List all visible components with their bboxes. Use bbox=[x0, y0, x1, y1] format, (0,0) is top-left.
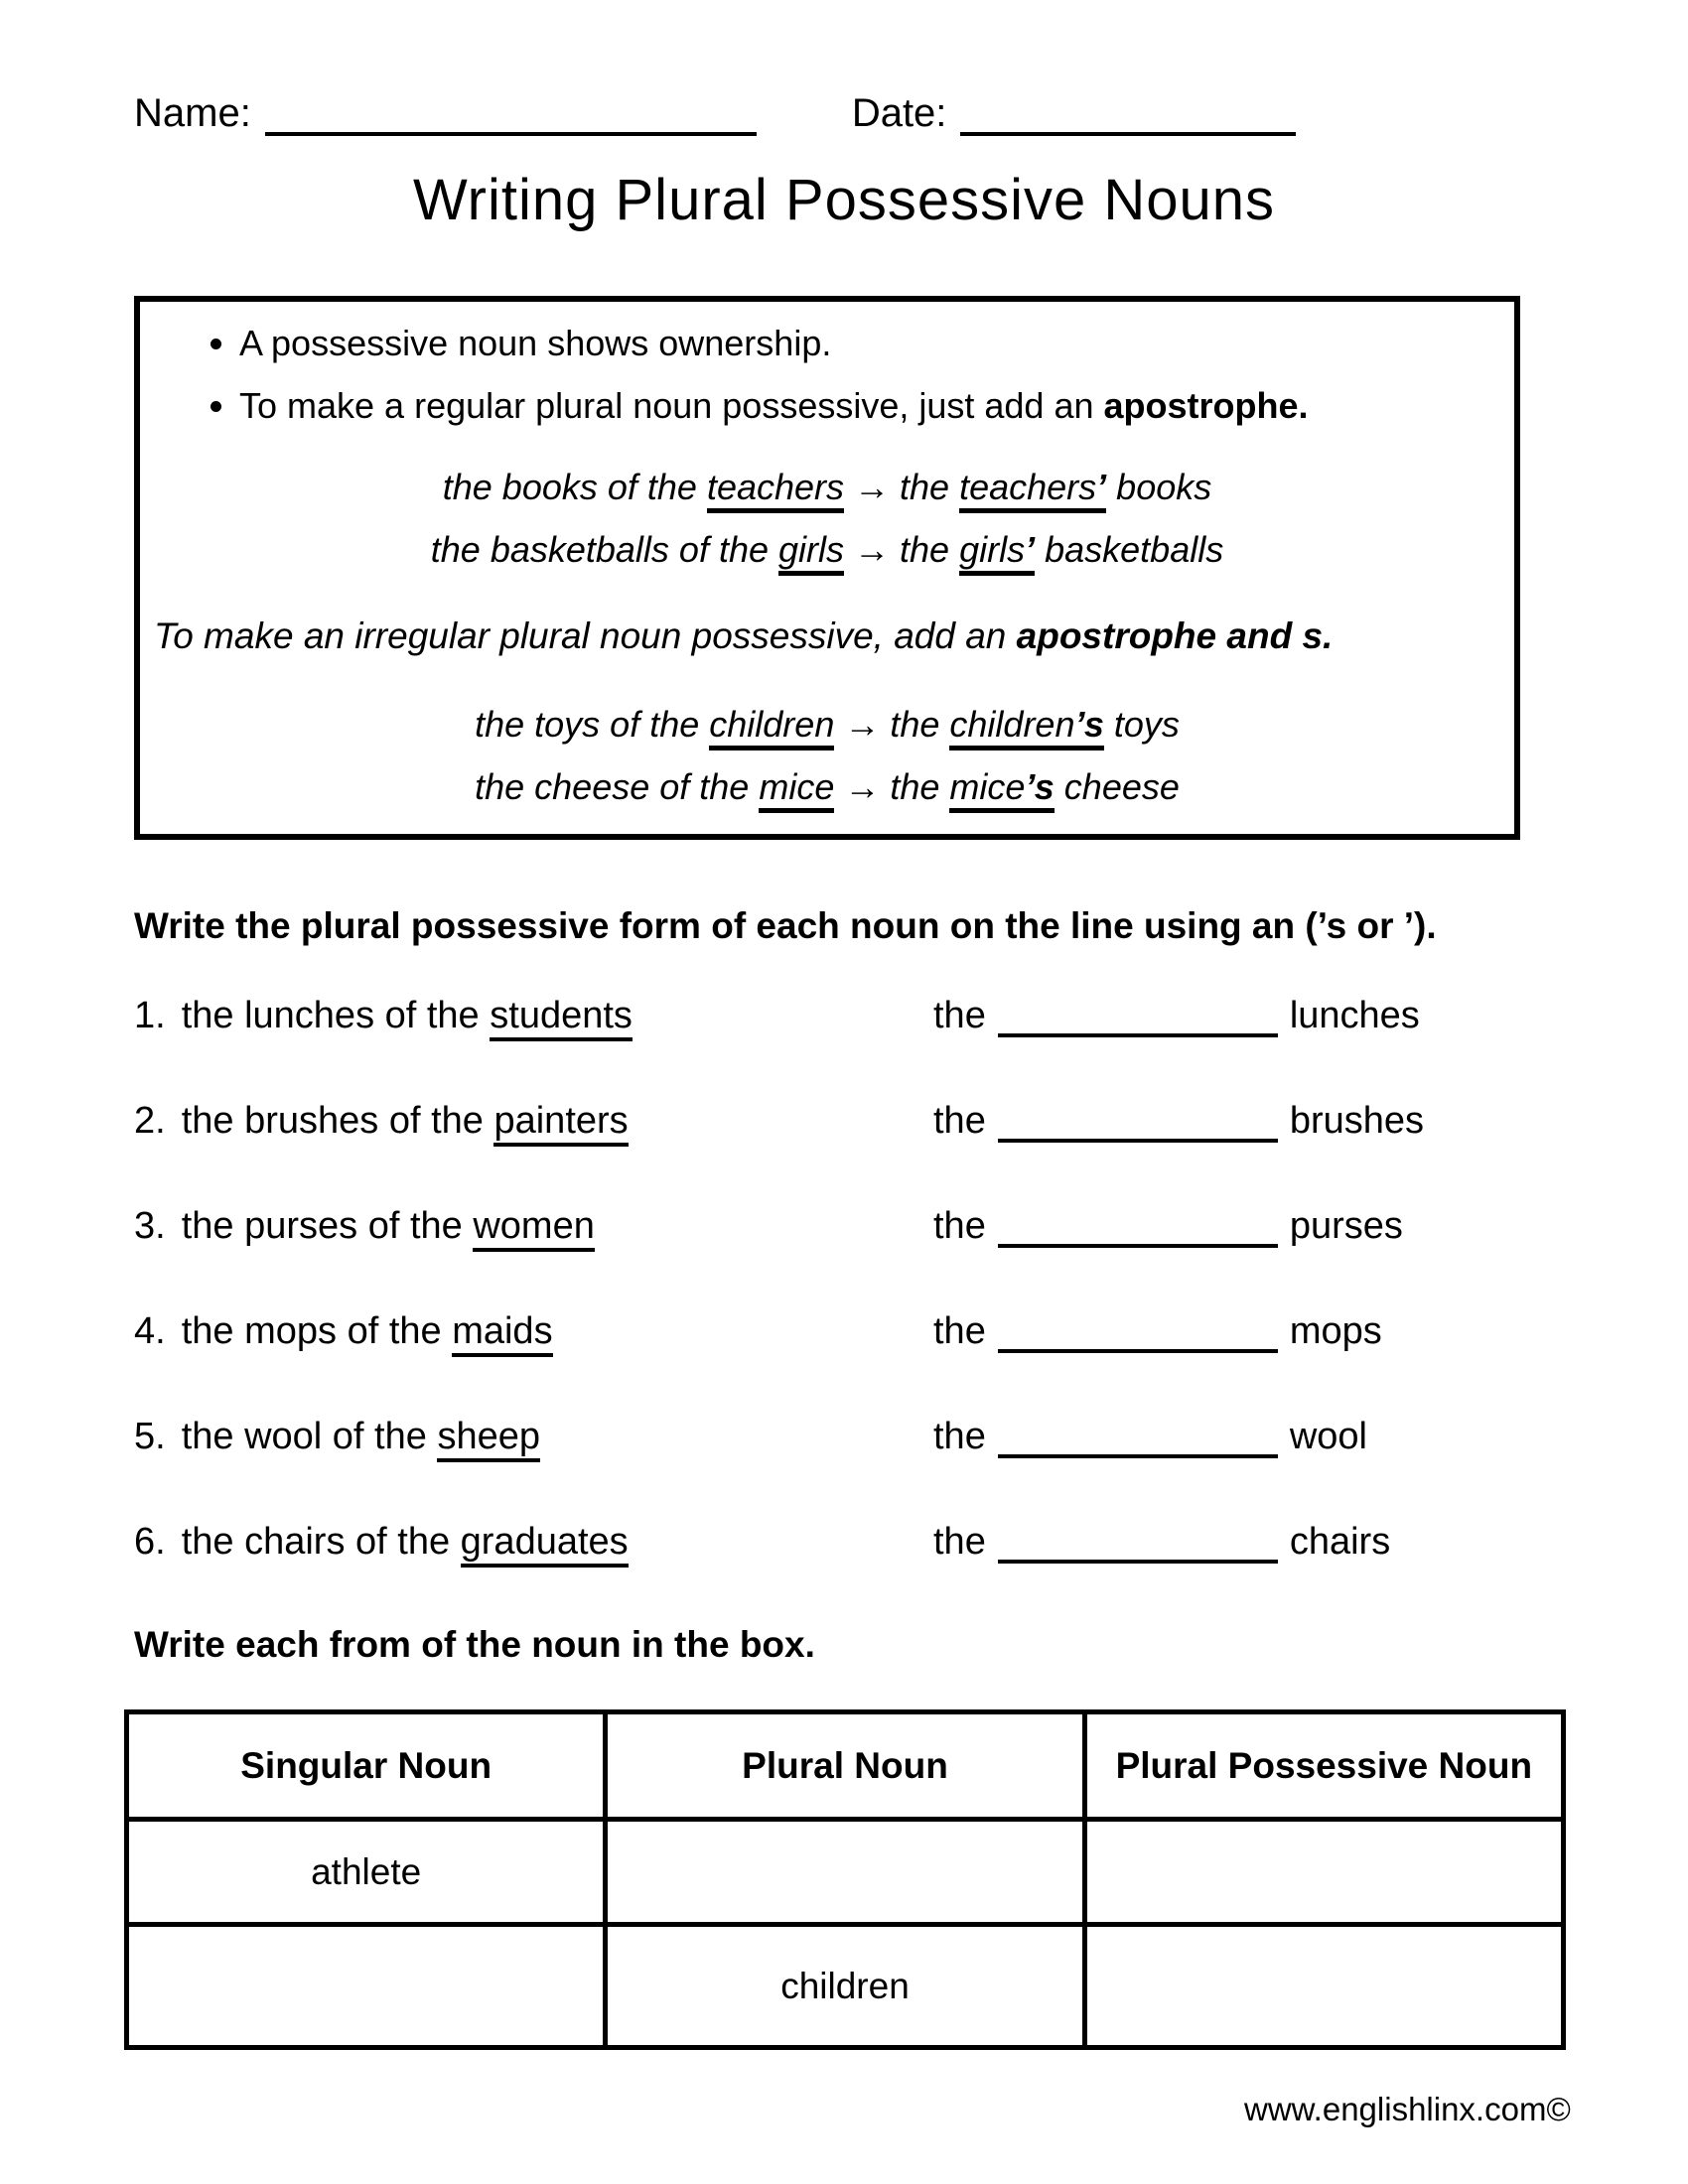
example-line bbox=[168, 763, 1486, 812]
example-text: books bbox=[1106, 467, 1212, 508]
item-number: 2. bbox=[134, 1100, 166, 1142]
table-cell-empty[interactable] bbox=[606, 1820, 1084, 1925]
table-header-cell: Singular Noun bbox=[127, 1712, 606, 1820]
underlined-noun: teachers bbox=[707, 467, 844, 513]
footer-url: www.englishlinx.com© bbox=[1244, 2091, 1571, 2127]
answer-area bbox=[933, 1416, 1367, 1458]
underlined-noun: maids bbox=[452, 1310, 552, 1357]
noun-table bbox=[124, 1709, 1566, 2050]
answer-area bbox=[933, 1100, 1424, 1143]
item-number: 5. bbox=[134, 1416, 166, 1457]
rules-box bbox=[134, 296, 1520, 840]
underlined-possessive bbox=[949, 766, 1054, 813]
possessive-base: teachers bbox=[959, 467, 1097, 508]
answer-prefix: the bbox=[933, 1416, 986, 1457]
answer-prefix: the bbox=[933, 1310, 986, 1352]
example-text: cheese bbox=[1054, 765, 1180, 807]
name-blank[interactable] bbox=[265, 106, 757, 136]
example-line bbox=[168, 701, 1486, 750]
answer-suffix: mops bbox=[1289, 1310, 1382, 1352]
possessive-base: mice bbox=[949, 765, 1026, 807]
example-line bbox=[168, 464, 1486, 512]
example-text: the basketballs of the bbox=[430, 528, 778, 570]
arrow-text: → the bbox=[834, 765, 950, 807]
item-phrase: the brushes of the bbox=[181, 1100, 494, 1142]
answer-prefix: the bbox=[933, 1205, 986, 1247]
exercise-row bbox=[134, 1521, 1564, 1626]
answer-suffix: brushes bbox=[1289, 1100, 1425, 1142]
answer-blank[interactable] bbox=[998, 1534, 1278, 1564]
item-phrase: the wool of the bbox=[181, 1416, 438, 1457]
possessive-apostrophe: ’s bbox=[1074, 704, 1104, 746]
question-text bbox=[134, 995, 633, 1037]
underlined-noun: mice bbox=[759, 766, 834, 813]
possessive-apostrophe: ’ bbox=[1025, 528, 1036, 570]
item-phrase: the lunches of the bbox=[181, 995, 491, 1036]
item-phrase: the purses of the bbox=[181, 1205, 474, 1247]
example-text: the cheese of the bbox=[475, 765, 760, 807]
exercise-row bbox=[134, 995, 1564, 1100]
answer-suffix: lunches bbox=[1289, 995, 1420, 1036]
question-text bbox=[134, 1100, 629, 1143]
rule-text: To make an irregular plural noun possessive, add an bbox=[154, 615, 1017, 657]
table-cell-empty[interactable] bbox=[1084, 1925, 1563, 2048]
possessive-base: girls bbox=[959, 528, 1026, 570]
rule-text: To make a regular plural noun possessive, just add an bbox=[239, 384, 1104, 426]
table-row bbox=[127, 1925, 1564, 2048]
underlined-possessive bbox=[949, 704, 1103, 751]
exercise-row bbox=[134, 1205, 1564, 1310]
underlined-possessive bbox=[959, 529, 1035, 576]
rule-text: A possessive noun shows ownership. bbox=[239, 323, 832, 363]
table-header-cell: Plural Possessive Noun bbox=[1084, 1712, 1563, 1820]
item-number: 3. bbox=[134, 1205, 166, 1247]
irregular-rule bbox=[154, 612, 1486, 661]
exercise-list bbox=[134, 995, 1564, 1626]
item-number: 6. bbox=[134, 1521, 166, 1563]
arrow-text: → the bbox=[844, 528, 960, 570]
table-cell: children bbox=[606, 1925, 1084, 2048]
answer-blank[interactable] bbox=[998, 1113, 1278, 1143]
possessive-base: children bbox=[949, 704, 1075, 746]
table-row bbox=[127, 1820, 1564, 1925]
example-text: basketballs bbox=[1035, 528, 1224, 570]
arrow-text: → the bbox=[834, 704, 950, 746]
exercise-row bbox=[134, 1100, 1564, 1205]
table-header-row bbox=[127, 1712, 1564, 1820]
example-text: the books of the bbox=[442, 467, 707, 508]
answer-suffix: chairs bbox=[1289, 1521, 1391, 1563]
date-label: Date: bbox=[851, 91, 947, 135]
exercise-row bbox=[134, 1310, 1564, 1416]
answer-prefix: the bbox=[933, 1521, 986, 1563]
answer-blank[interactable] bbox=[998, 1008, 1278, 1037]
underlined-noun: women bbox=[473, 1205, 595, 1252]
answer-suffix: wool bbox=[1289, 1416, 1367, 1457]
underlined-possessive bbox=[959, 467, 1106, 513]
answer-area bbox=[933, 1310, 1382, 1353]
underlined-noun: sheep bbox=[437, 1416, 540, 1462]
answer-blank[interactable] bbox=[998, 1323, 1278, 1353]
possessive-apostrophe: ’ bbox=[1096, 467, 1107, 508]
question-text bbox=[134, 1310, 553, 1353]
arrow-text: → the bbox=[844, 467, 960, 508]
possessive-apostrophe: ’s bbox=[1025, 765, 1055, 807]
table-cell: athlete bbox=[127, 1820, 606, 1925]
item-number: 4. bbox=[134, 1310, 166, 1352]
underlined-noun: children bbox=[709, 704, 834, 751]
page-title: Writing Plural Possessive Nouns bbox=[412, 168, 1276, 232]
table-cell-empty[interactable] bbox=[127, 1925, 606, 2048]
question-text bbox=[134, 1205, 595, 1248]
item-phrase: the chairs of the bbox=[181, 1521, 461, 1563]
item-number: 1. bbox=[134, 995, 166, 1036]
answer-blank[interactable] bbox=[998, 1429, 1278, 1458]
section-instructions: Write the plural possessive form of each noun on the line using an (’s or ’). bbox=[134, 905, 1437, 946]
section-instructions: Write each from of the noun in the box. bbox=[134, 1624, 815, 1665]
table-cell-empty[interactable] bbox=[1084, 1820, 1563, 1925]
answer-prefix: the bbox=[933, 1100, 986, 1142]
rule-bullet bbox=[239, 320, 1486, 368]
underlined-noun: girls bbox=[778, 529, 844, 576]
table-header-cell: Plural Noun bbox=[606, 1712, 1084, 1820]
rules-bullet-list bbox=[168, 320, 1486, 430]
example-line bbox=[168, 526, 1486, 575]
underlined-noun: students bbox=[490, 995, 633, 1041]
underlined-noun: graduates bbox=[461, 1521, 629, 1568]
item-phrase: the mops of the bbox=[181, 1310, 453, 1352]
answer-area bbox=[933, 995, 1420, 1037]
exercise-row bbox=[134, 1416, 1564, 1521]
rule-bold-text: apostrophe and s. bbox=[1016, 615, 1334, 657]
example-text: toys bbox=[1103, 704, 1180, 746]
example-text: the toys of the bbox=[475, 704, 710, 746]
answer-area bbox=[933, 1205, 1403, 1248]
answer-blank[interactable] bbox=[998, 1218, 1278, 1248]
rule-bullet bbox=[239, 382, 1486, 431]
answer-prefix: the bbox=[933, 995, 986, 1036]
underlined-noun: painters bbox=[493, 1100, 628, 1147]
header-row bbox=[134, 91, 1564, 136]
question-text bbox=[134, 1521, 629, 1564]
question-text bbox=[134, 1416, 540, 1458]
rule-bold-text: apostrophe. bbox=[1103, 384, 1309, 426]
name-label: Name: bbox=[134, 91, 251, 135]
date-blank[interactable] bbox=[960, 106, 1296, 136]
answer-area bbox=[933, 1521, 1390, 1564]
answer-suffix: purses bbox=[1289, 1205, 1403, 1247]
